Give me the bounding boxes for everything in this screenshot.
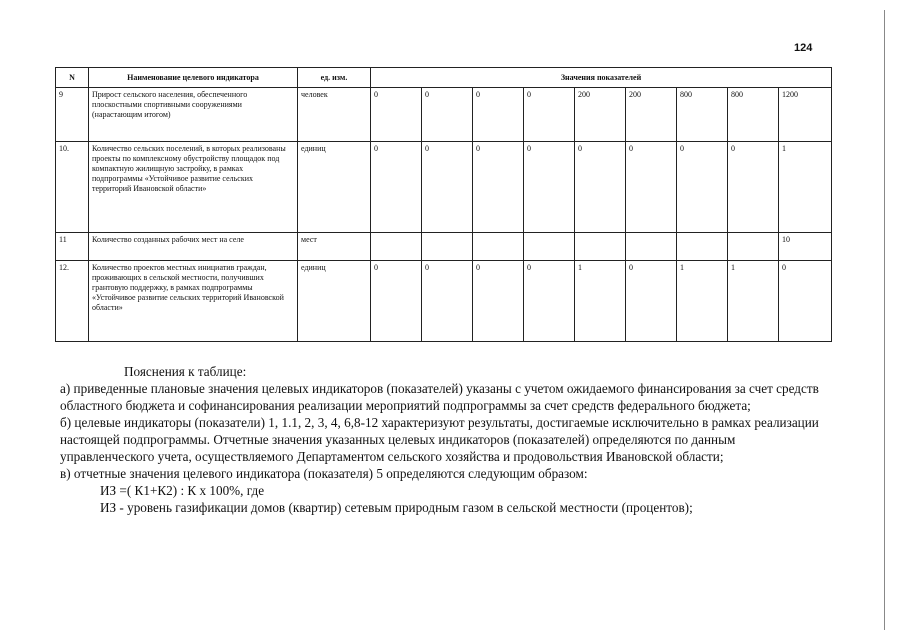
row-value: 0 [473, 142, 524, 233]
row-value [371, 233, 422, 261]
row-unit: единиц [298, 142, 371, 233]
row-value [473, 233, 524, 261]
row-value [677, 233, 728, 261]
row-n: 11 [56, 233, 89, 261]
row-value [422, 233, 473, 261]
row-value: 0 [371, 142, 422, 233]
table-row [56, 233, 832, 261]
row-value: 0 [728, 142, 779, 233]
row-value: 200 [626, 88, 677, 142]
row-n: 10. [56, 142, 89, 233]
row-value: 10 [779, 233, 832, 261]
header-name: Наименование целевого индикатора [89, 68, 298, 88]
note-b: б) целевые индикаторы (показатели) 1, 1.1, 2, 3, 4, 6,8-12 характеризуют результаты, достигаемые исключительно в рамках реализации настоящей подпрограммы. Отчетные значения указанных целевых индикаторов (показателей) определяются по данным управленческого учета, осуществляемого Департаментом сельского хозяйства и продовольствия Ивановской области; [60, 415, 819, 464]
row-value: 0 [371, 261, 422, 342]
row-value: 0 [371, 88, 422, 142]
row-unit: человек [298, 88, 371, 142]
row-value [524, 233, 575, 261]
notes-title: Пояснения к таблице: [124, 364, 247, 379]
row-value: 0 [422, 88, 473, 142]
header-values: Значения показателей [371, 68, 832, 88]
row-value: 0 [677, 142, 728, 233]
row-value: 1 [779, 142, 832, 233]
row-value [728, 233, 779, 261]
row-value: 0 [473, 261, 524, 342]
row-name: Количество проектов местных инициатив граждан, проживающих в сельской местности, получивших грантовую поддержку, в рамках подпрограммы «Устойчивое развитие сельских территорий Ивановской области» [89, 261, 298, 342]
scan-edge-line [884, 10, 885, 630]
row-name: Количество сельских поселений, в которых реализованы проекты по комплексному обустройству площадок под компактную жилищную застройку, в рамках подпрограммы «Устойчивое развитие сельских территорий Ивановской области» [89, 142, 298, 233]
row-n: 9 [56, 88, 89, 142]
row-name: Количество созданных рабочих мест на селе [89, 233, 298, 261]
row-value: 0 [626, 261, 677, 342]
header-n: N [56, 68, 89, 88]
row-unit: единиц [298, 261, 371, 342]
row-value: 0 [575, 142, 626, 233]
row-value: 1200 [779, 88, 832, 142]
indicators-table [55, 67, 832, 342]
row-value: 800 [677, 88, 728, 142]
header-unit: ед. изм. [298, 68, 371, 88]
row-value [626, 233, 677, 261]
row-unit: мест [298, 233, 371, 261]
formula: ИЗ =( К1+К2) : К х 100%, где [100, 483, 265, 498]
row-value: 1 [677, 261, 728, 342]
row-value: 0 [422, 142, 473, 233]
row-value: 200 [575, 88, 626, 142]
table-row [56, 142, 832, 233]
note-c: в) отчетные значения целевого индикатора (показателя) 5 определяются следующим образом: [60, 466, 588, 481]
row-value: 1 [728, 261, 779, 342]
row-value: 0 [422, 261, 473, 342]
note-a: а) приведенные плановые значения целевых индикаторов (показателей) указаны с учетом ожидаемого финансирования за счет средств областного бюджета и софинансирования реализации мероприятий подпрограммы за счет средств федерального бюджета; [60, 381, 819, 413]
table-row [56, 261, 832, 342]
row-value: 0 [626, 142, 677, 233]
row-value: 800 [728, 88, 779, 142]
table-header-row [56, 68, 832, 88]
row-value: 0 [779, 261, 832, 342]
row-value [575, 233, 626, 261]
page-number: 124 [794, 42, 813, 54]
row-value: 1 [575, 261, 626, 342]
row-name: Прирост сельского населения, обеспеченного плоскостными спортивными сооружениями (нарастающим итогом) [89, 88, 298, 142]
row-value: 0 [524, 261, 575, 342]
table-notes [60, 363, 820, 516]
table-row [56, 88, 832, 142]
row-value: 0 [524, 142, 575, 233]
row-value: 0 [473, 88, 524, 142]
row-n: 12. [56, 261, 89, 342]
formula-definition: ИЗ - уровень газификации домов (квартир) сетевым природным газом в сельской местности (процентов); [100, 500, 693, 515]
row-value: 0 [524, 88, 575, 142]
